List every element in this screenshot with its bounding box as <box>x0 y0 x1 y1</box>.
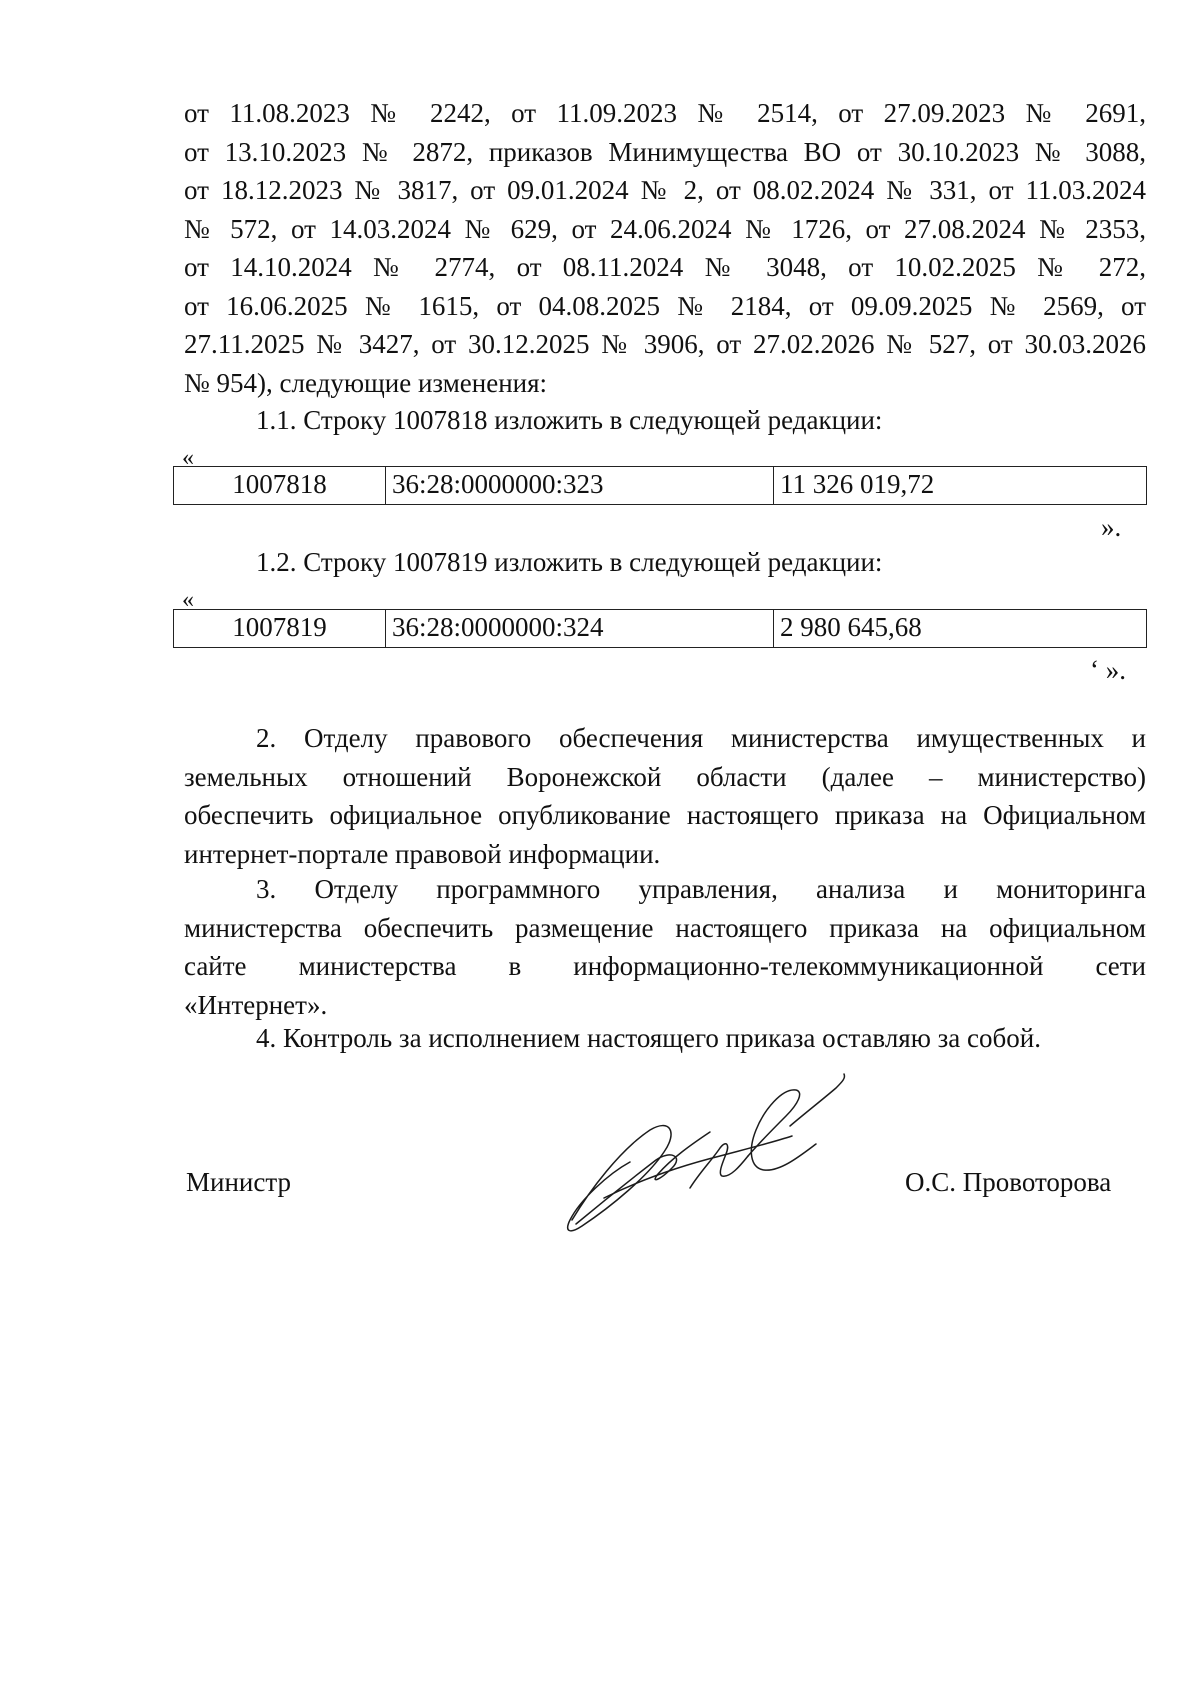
intro-line: 27.11.2025 № 3427, от 30.12.2025 № 3906, от 27.02.2026 № 527, от 30.03.2026 <box>184 329 1146 359</box>
item-3-line: 3. Отделу программного управления, анализа и мониторинга <box>256 874 1146 904</box>
item-1-2-table <box>173 609 1147 648</box>
item-3-line: министерства обеспечить размещение настоящего приказа на официальном <box>184 912 1146 943</box>
item-4-paragraph: 4. Контроль за исполнением настоящего приказа оставляю за собой. <box>256 1023 1041 1053</box>
intro-line: № 572, от 14.03.2024 № 629, от 24.06.2024 № 1726, от 27.08.2024 № 2353, <box>184 213 1146 244</box>
item-1-1-heading: 1.1. Строку 1007818 изложить в следующей редакции: <box>256 405 883 435</box>
signatory-name: О.С. Провоторова <box>905 1167 1112 1197</box>
item-1-2-close-quote: ‘ ». <box>1090 655 1126 685</box>
item-3-line-last: «Интернет». <box>184 989 328 1020</box>
cadastral-number-cell: 36:28:0000000:323 <box>386 467 774 505</box>
item-1-1-open-quote: « <box>182 445 194 471</box>
item-3-paragraph <box>184 870 1146 1024</box>
intro-paragraph <box>184 94 1146 402</box>
handwritten-signature <box>560 1070 850 1250</box>
row-number-cell: 1007818 <box>174 467 386 505</box>
table-row <box>174 467 1147 505</box>
item-2-line: земельных отношений Воронежской области (далее – министерство) <box>184 761 1146 792</box>
table-row <box>174 610 1147 648</box>
cadastral-number-cell: 36:28:0000000:324 <box>386 610 774 648</box>
intro-line: от 18.12.2023 № 3817, от 09.01.2024 № 2, от 08.02.2024 № 331, от 11.03.2024 <box>184 175 1146 205</box>
item-2-paragraph <box>184 719 1146 873</box>
value-cell: 2 980 645,68 <box>774 610 1147 648</box>
intro-line: от 13.10.2023 № 2872, приказов Минимущества ВО от 30.10.2023 № 3088, <box>184 136 1146 167</box>
intro-line: от 16.06.2025 № 1615, от 04.08.2025 № 2184, от 09.09.2025 № 2569, от <box>184 290 1146 321</box>
intro-line-last: № 954), следующие изменения: <box>184 367 548 398</box>
item-1-1-table <box>173 466 1147 505</box>
item-1-2-open-quote: « <box>182 587 194 613</box>
intro-line: от 11.08.2023 № 2242, от 11.09.2023 № 2514, от 27.09.2023 № 2691, <box>184 98 1146 128</box>
item-2-line: 2. Отделу правового обеспечения министерства имущественных и <box>256 723 1146 753</box>
row-number-cell: 1007819 <box>174 610 386 648</box>
signatory-title: Министр <box>186 1167 291 1197</box>
intro-line: от 14.10.2024 № 2774, от 08.11.2024 № 3048, от 10.02.2025 № 272, <box>184 252 1146 282</box>
item-2-line: обеспечить официальное опубликование настоящего приказа на Официальном <box>184 800 1146 830</box>
item-1-1-close-quote: ». <box>1101 512 1122 542</box>
item-2-line-last: интернет-портале правовой информации. <box>184 838 661 869</box>
value-cell: 11 326 019,72 <box>774 467 1147 505</box>
item-1-2-heading: 1.2. Строку 1007819 изложить в следующей редакции: <box>256 547 883 577</box>
item-3-line: сайте министерства в информационно-телекоммуникационной сети <box>184 951 1146 981</box>
